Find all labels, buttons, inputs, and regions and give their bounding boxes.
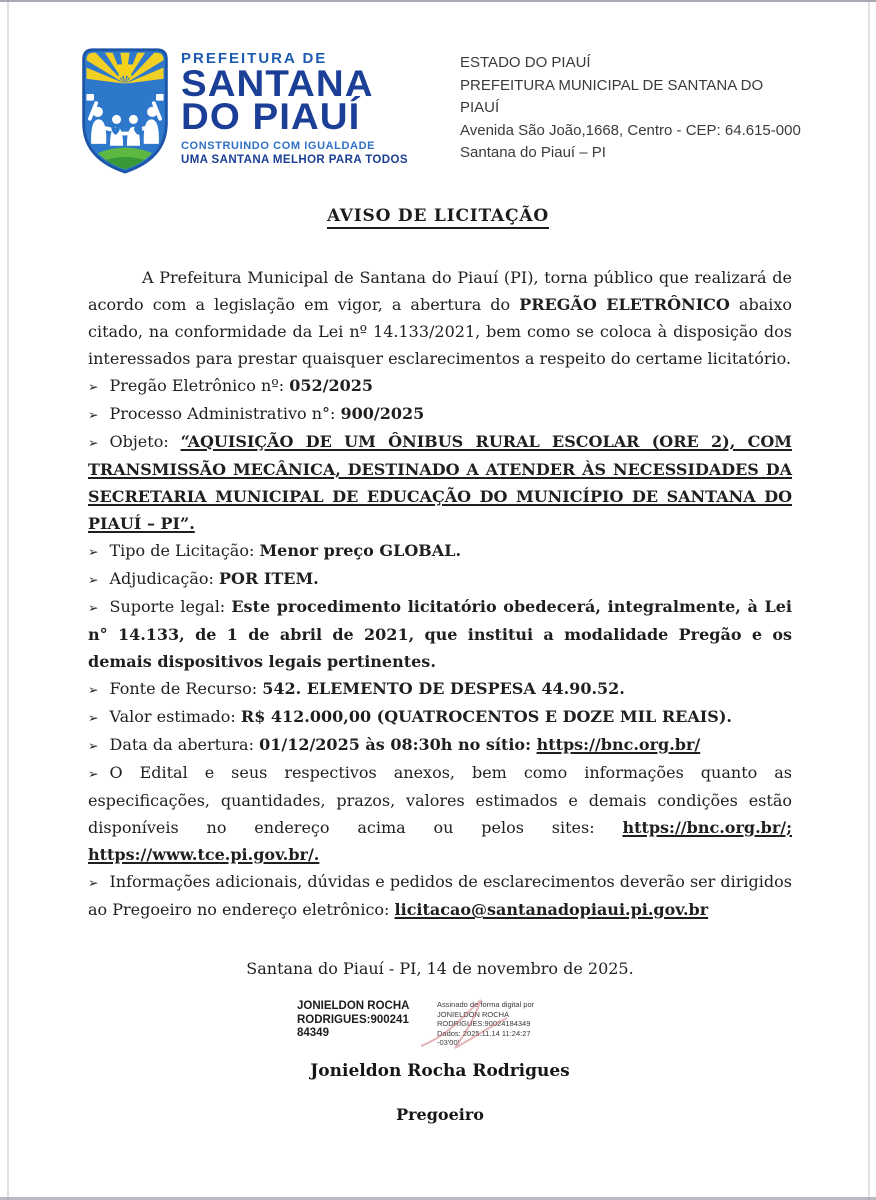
item-value: 052/2025 [289,376,374,395]
item-adjudicacao [88,565,792,593]
item-suporte-legal [88,593,792,675]
portal-links: https://bnc.org.br/; https://www.tce.pi.gov.br/. [88,818,792,864]
item-data-abertura [88,731,792,759]
letterhead-address [460,44,806,165]
item-value: 01/12/2025 às 08:30h no sítio: [259,735,537,754]
letterhead-city: Santana do Piauí – PI [460,144,606,161]
item-label: Processo Administrativo n°: [109,404,341,423]
bnc-portal-link: https://bnc.org.br/ [536,735,701,754]
arrow-bullet-icon: ➢ [88,875,99,890]
item-tipo-licitacao [88,537,792,565]
intro-paragraph [88,264,792,372]
logo-slogan-1: CONSTRUINDO COM IGUALDADE [181,140,376,152]
arrow-bullet-icon: ➢ [88,710,99,725]
stamp-name-line: JONIELDON ROCHA [297,1000,410,1012]
letterhead-street: Avenida São João,1668, Centro - CEP: 64.615-000 [460,121,801,139]
item-fonte-recurso [88,675,792,703]
document-title: AVISO DE LICITAÇÃO [327,206,549,229]
stamp-name-line: 84349 [297,1027,329,1039]
stamp-certificate-name [297,1000,429,1048]
logo-prefix: PREFEITURA DE [181,50,328,67]
logo-wordmark [181,44,408,180]
document-body [0,264,876,1128]
item-value: Menor preço GLOBAL. [259,541,462,560]
stamp-certificate-details [437,1000,589,1048]
item-label: Valor estimado: [109,707,241,726]
item-value: POR ITEM. [219,569,319,588]
page-edge-left [7,0,9,1200]
item-value: 542. ELEMENTO DE DESPESA 44.90.52. [262,679,625,698]
arrow-bullet-icon: ➢ [88,600,99,615]
item-label: Fonte de Recurso: [109,679,263,698]
item-value: “AQUISIÇÃO DE UM ÔNIBUS RURAL ESCOLAR (ORE 2), COM TRANSMISSÃO MECÂNICA, DESTINADO A ATENDER ÀS NECESSIDADES DA SECRETARIA MUNICIPAL DE EDUCAÇÃO DO MUNICÍPIO DE SANTANA DO PIAUÍ – PI”. [88,432,793,533]
arrow-bullet-icon: ➢ [88,544,99,559]
item-processo-administrativo [88,400,792,428]
arrow-bullet-icon: ➢ [88,572,99,587]
stamp-name-line: RODRIGUES:900241 [297,1013,409,1026]
item-label: Data da abertura: [109,735,260,754]
stamp-detail-line: Dados: 2025.11.14 11:24:27 [437,1028,531,1038]
letterhead-municipality: PREFEITURA MUNICIPAL DE SANTANA DO PIAUÍ [460,76,764,116]
item-label: Adjudicação: [109,569,220,588]
item-text: Informações adicionais, dúvidas e pedidos de esclarecimentos deverão ser dirigidos ao Pregoeiro no endereço eletrônico: [88,872,792,919]
arrow-bullet-icon: ➢ [88,435,99,450]
item-pregao-eletronico [88,372,792,400]
page-edge-right [868,0,870,1200]
page-edge-top [0,0,876,2]
item-label: Pregão Eletrônico nº: [109,376,290,395]
item-value: Este procedimento licitatório obedecerá, integralmente, à Lei n° 14.133, de 1 de abril de 2021, que institui a modalidade Pregão e os demais dispositivos legais pertinentes. [88,597,793,671]
arrow-bullet-icon: ➢ [88,407,99,422]
intro-text-1: A Prefeitura Municipal de Santana do Piauí (PI), torna público que realizará de acordo com a legislação em vigor, a abertura do [88,268,792,314]
arrow-bullet-icon: ➢ [88,682,99,697]
pregoeiro-email-link: licitacao@santanadopiaui.pi.gov.br [394,900,709,919]
item-objeto [88,428,792,537]
letterhead-state: ESTADO DO PIAUÍ [460,54,591,71]
item-edital-anexos [88,759,792,868]
stamp-detail-line: -03'00' [437,1038,460,1047]
logo-name-line1: SANTANA [181,63,374,104]
signer-role: Pregoeiro [396,1104,484,1124]
arrow-bullet-icon: ➢ [88,738,99,753]
arrow-bullet-icon: ➢ [88,766,99,781]
item-label: Suporte legal: [109,597,232,616]
place-date-line: Santana do Piauí - PI, 14 de novembro de 2025. [246,959,634,978]
stamp-detail-line: JONIELDON ROCHA [437,1009,510,1019]
item-label: Objeto: [109,432,181,451]
item-value: R$ 412.000,00 (QUATROCENTOS E DOZE MIL REAIS). [240,707,732,726]
municipality-logo [78,44,450,180]
item-label: Tipo de Licitação: [109,541,260,560]
item-value: 900/2025 [340,404,425,423]
document-header [0,0,876,180]
item-valor-estimado [88,703,792,731]
signer-name: Jonieldon Rocha Rodrigues [310,1060,570,1081]
intro-text-2: abaixo citado, na conformidade da Lei nº 14.133/2021, bem como se coloca à disposição dos interessados para prestar quaisquer esclarecimentos a respeito do certame licitatório. [88,295,793,368]
city-crest-icon [78,44,172,180]
stamp-detail-line: RODRIGUES:90024184349 [437,1019,531,1028]
logo-name-line2: DO PIAUÍ [181,96,361,137]
arrow-bullet-icon: ➢ [88,379,99,394]
digital-signature-stamp [94,1000,792,1048]
logo-slogan-2: UMA SANTANA MELHOR PARA TODOS [181,154,408,166]
intro-bold-pregao: PREGÃO ELETRÔNICO [519,295,730,314]
item-text: O Edital e seus respectivos anexos, bem como informações quanto as especificações, quantidades, prazos, valores estimados e demais condições estão disponíveis no endereço acima ou pelos sites: [88,763,792,837]
item-informacoes-adicionais [88,868,792,923]
stamp-detail-line: Assinado de forma digital por [437,1000,535,1009]
